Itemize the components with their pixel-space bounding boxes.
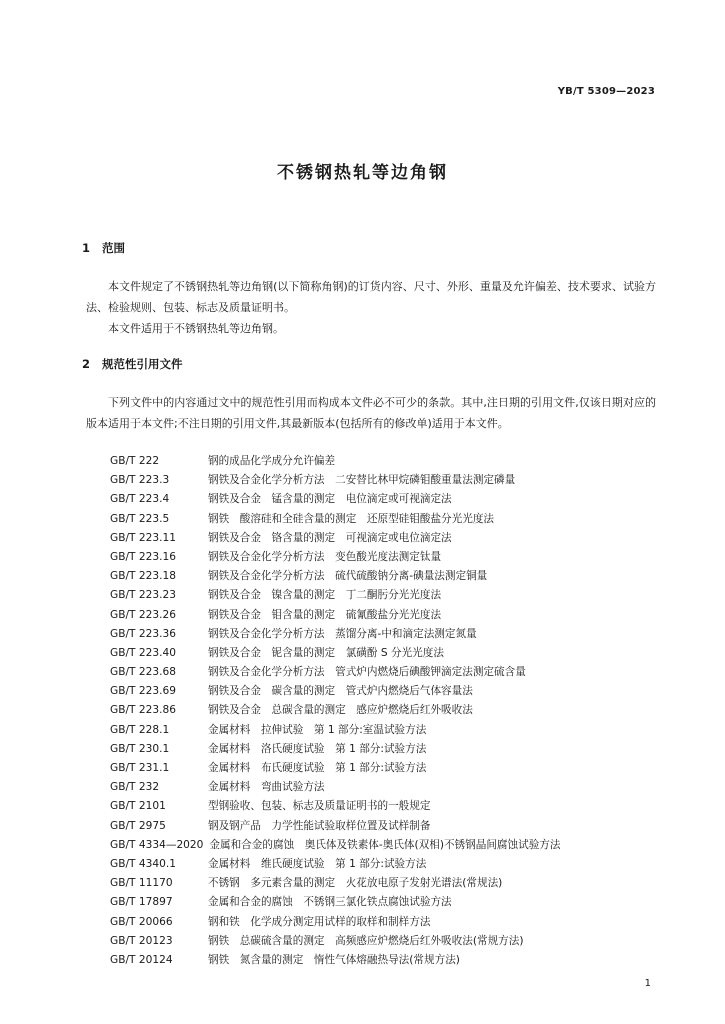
reference-title: 不锈钢 多元素含量的测定 火花放电原子发射光谱法(常规法) xyxy=(208,877,503,890)
reference-title: 钢铁及合金化学分析方法 变色酸光度法测定钛量 xyxy=(208,550,442,563)
reference-code: GB/T 223.5 xyxy=(110,512,170,525)
section-1-number: 1 xyxy=(82,241,91,255)
reference-title: 钢铁及合金化学分析方法 管式炉内燃烧后碘酸钾滴定法测定硫含量 xyxy=(208,666,526,679)
reference-item xyxy=(110,759,561,778)
reference-title: 钢铁及合金 总碳含量的测定 感应炉燃烧后红外吸收法 xyxy=(208,704,473,717)
reference-code: GB/T 20066 xyxy=(110,915,173,928)
section-2-number: 2 xyxy=(82,357,91,371)
reference-item xyxy=(110,606,561,625)
reference-code: GB/T 4340.1 xyxy=(110,857,176,870)
reference-title: 钢铁及合金 铌含量的测定 氯磺酚 S 分光光度法 xyxy=(208,646,444,659)
reference-title: 钢的成品化学成分允许偏差 xyxy=(208,455,336,467)
reference-item xyxy=(110,529,561,548)
reference-title: 钢和铁 化学成分测定用试样的取样和制样方法 xyxy=(208,915,431,928)
reference-title: 钢铁及合金化学分析方法 硫代硫酸钠分离-碘量法测定铜量 xyxy=(208,570,488,583)
reference-item xyxy=(110,625,561,644)
reference-code: GB/T 4334—2020 xyxy=(110,838,204,851)
reference-title: 钢铁及合金化学分析方法 蒸馏分离-中和滴定法测定氮量 xyxy=(208,627,477,640)
reference-title: 钢及钢产品 力学性能试验取样位置及试样制备 xyxy=(208,819,431,832)
reference-title: 钢铁 酸溶硅和全硅含量的测定 还原型硅钼酸盐分光光度法 xyxy=(208,512,495,525)
reference-code: GB/T 232 xyxy=(110,781,160,794)
reference-title: 钢铁及合金 铬含量的测定 可视滴定或电位滴定法 xyxy=(208,531,452,544)
reference-code: GB/T 223.23 xyxy=(110,589,176,602)
section-1-title: 范围 xyxy=(102,241,125,255)
reference-code: GB/T 2101 xyxy=(110,800,166,813)
scope-paragraph-1: 本文件规定了不锈钢热轧等边角钢(以下简称角钢)的订货内容、尺寸、外形、重量及允许偏差、技术要求、试验方法、检验规则、包装、标志及质量证明书。 xyxy=(86,280,656,314)
reference-code: GB/T 223.18 xyxy=(110,570,176,583)
reference-title: 钢铁 氮含量的测定 惰性气体熔融热导法(常规方法) xyxy=(208,953,460,966)
reference-code: GB/T 222 xyxy=(110,455,160,467)
reference-item xyxy=(110,874,561,893)
reference-item xyxy=(110,701,561,720)
reference-item xyxy=(110,855,561,874)
reference-code: GB/T 223.3 xyxy=(110,474,170,487)
reference-item xyxy=(110,932,561,951)
reference-title: 金属材料 弯曲试验方法 xyxy=(208,781,325,794)
reference-code: GB/T 223.11 xyxy=(110,531,176,544)
scope-paragraph-2: 本文件适用于不锈钢热轧等边角钢。 xyxy=(108,322,284,335)
reference-title: 金属材料 洛氏硬度试验 第 1 部分:试验方法 xyxy=(208,742,427,755)
reference-item xyxy=(110,951,561,970)
reference-item xyxy=(110,778,561,797)
reference-item xyxy=(110,682,561,701)
standard-number: YB/T 5309—2023 xyxy=(557,86,655,97)
reference-title: 钢铁及合金 碳含量的测定 管式炉内燃烧后气体容量法 xyxy=(208,685,473,698)
reference-title: 钢铁 总碳硫含量的测定 高频感应炉燃烧后红外吸收法(常规方法) xyxy=(208,934,524,947)
reference-item xyxy=(110,663,561,682)
reference-code: GB/T 223.86 xyxy=(110,704,176,717)
reference-title: 钢铁及合金 镍含量的测定 丁二酮肟分光光度法 xyxy=(208,589,442,602)
reference-item xyxy=(110,893,561,912)
reference-title: 金属材料 维氏硬度试验 第 1 部分:试验方法 xyxy=(208,857,427,870)
reference-code: GB/T 17897 xyxy=(110,896,173,909)
reference-item xyxy=(110,567,561,586)
reference-code: GB/T 20123 xyxy=(110,934,173,947)
reference-title: 钢铁及合金 钼含量的测定 硫氰酸盐分光光度法 xyxy=(208,608,442,621)
reference-item xyxy=(110,644,561,663)
reference-item xyxy=(110,586,561,605)
reference-title: 钢铁及合金 锰含量的测定 电位滴定或可视滴定法 xyxy=(208,493,452,506)
reference-code: GB/T 223.40 xyxy=(110,646,176,659)
reference-code: GB/T 223.68 xyxy=(110,666,176,679)
section-2-heading xyxy=(82,356,183,372)
section-1-heading xyxy=(82,240,125,256)
reference-code: GB/T 223.36 xyxy=(110,627,176,640)
reference-item xyxy=(110,510,561,529)
reference-code: GB/T 228.1 xyxy=(110,723,170,736)
reference-item xyxy=(110,797,561,816)
document-title: 不锈钢热轧等边角钢 xyxy=(277,163,448,183)
reference-item xyxy=(110,817,561,836)
reference-code: GB/T 223.16 xyxy=(110,550,176,563)
reference-title: 型钢验收、包装、标志及质量证明书的一般规定 xyxy=(208,800,431,813)
reference-code: GB/T 223.69 xyxy=(110,685,176,698)
page-number: 1 xyxy=(644,978,651,989)
reference-item xyxy=(110,740,561,759)
reference-title: 金属和合金的腐蚀 奥氏体及铁素体-奥氏体(双相)不锈钢晶间腐蚀试验方法 xyxy=(209,838,561,851)
reference-title: 金属和合金的腐蚀 不锈钢三氯化铁点腐蚀试验方法 xyxy=(208,896,452,909)
reference-list xyxy=(110,452,561,970)
reference-title: 钢铁及合金化学分析方法 二安替比林甲烷磷钼酸重量法测定磷量 xyxy=(208,474,516,487)
reference-item xyxy=(110,913,561,932)
reference-item xyxy=(110,548,561,567)
reference-item xyxy=(110,452,561,471)
reference-code: GB/T 230.1 xyxy=(110,742,170,755)
reference-item xyxy=(110,490,561,509)
reference-code: GB/T 223.4 xyxy=(110,493,170,506)
reference-code: GB/T 20124 xyxy=(110,953,173,966)
references-intro: 下列文件中的内容通过文中的规范性引用而构成本文件必不可少的条款。其中,注日期的引用文件,仅该日期对应的版本适用于本文件;不注日期的引用文件,其最新版本(包括所有的修改单)适用于本文件。 xyxy=(86,396,656,430)
reference-item xyxy=(110,721,561,740)
section-2-title: 规范性引用文件 xyxy=(102,357,183,371)
reference-code: GB/T 223.26 xyxy=(110,608,176,621)
reference-item xyxy=(110,836,561,855)
reference-code: GB/T 11170 xyxy=(110,877,173,890)
reference-item xyxy=(110,471,561,490)
reference-code: GB/T 231.1 xyxy=(110,762,170,774)
reference-title: 金属材料 布氏硬度试验 第 1 部分:试验方法 xyxy=(208,762,427,774)
reference-title: 金属材料 拉伸试验 第 1 部分:室温试验方法 xyxy=(208,723,427,736)
reference-code: GB/T 2975 xyxy=(110,819,166,832)
